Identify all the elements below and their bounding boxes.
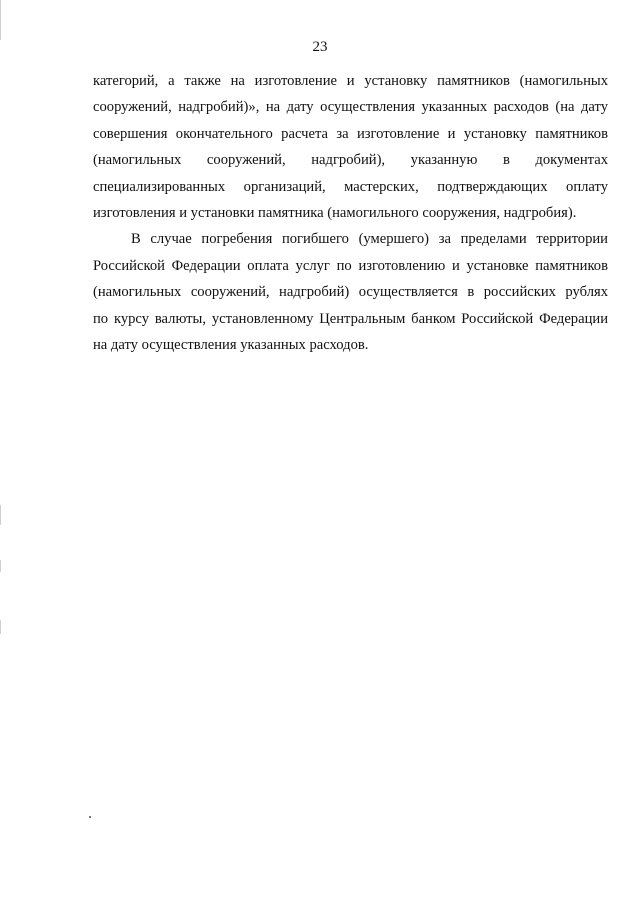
- page-number: 23: [312, 39, 328, 55]
- text-line: по курсу валюты, установленному Центральным банком Российской Федерации: [93, 310, 608, 327]
- scan-edge-mark: [0, 560, 1, 572]
- text-line: категорий, а также на изготовление и установку памятников (намогильных: [93, 73, 608, 89]
- scan-edge-mark: [0, 505, 1, 525]
- scan-edge-mark: [0, 620, 1, 634]
- paragraph-1: [93, 68, 608, 226]
- text-line: В случае погребения погибшего (умершего) за пределами территории: [131, 231, 608, 248]
- text-line: совершения окончательного расчета за изготовление и установку памятников: [93, 125, 608, 142]
- scan-edge-mark: [0, 0, 1, 40]
- text-line: (намогильных сооружений, надгробий) осуществляется в российских рублях: [93, 284, 608, 301]
- text-line: сооружений, надгробий)», на дату осуществления указанных расходов (на дату: [93, 99, 608, 116]
- scan-dust-dot: [89, 816, 91, 818]
- text-line: Российской Федерации оплата услуг по изготовлению и установке памятников: [93, 257, 608, 274]
- paragraph-2: [93, 226, 608, 358]
- text-line: (намогильных сооружений, надгробий), указанную в документах: [93, 152, 608, 169]
- text-line: специализированных организаций, мастерских, подтверждающих оплату: [93, 178, 608, 195]
- text-line: на дату осуществления указанных расходов.: [93, 336, 369, 353]
- document-body: [93, 68, 608, 358]
- text-line: изготовления и установки памятника (намогильного сооружения, надгробия).: [93, 204, 577, 221]
